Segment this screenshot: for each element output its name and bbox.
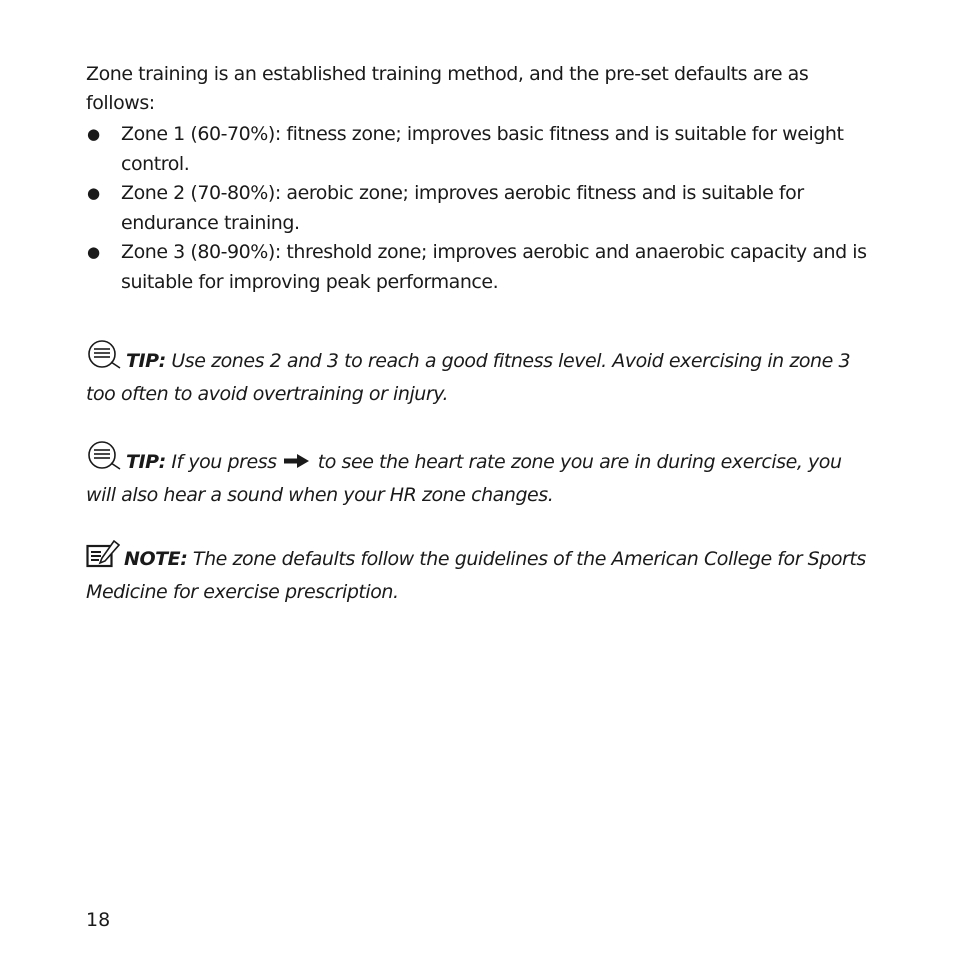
- bullet-icon: ●: [87, 125, 100, 143]
- tip-callout-sound: [86, 441, 876, 510]
- tip-label: TIP:: [126, 350, 166, 372]
- note-text: The zone defaults follow the guidelines of the American College for Sports Medicine for exercise prescription.: [86, 548, 866, 603]
- arrow-right-icon: [284, 449, 310, 479]
- note-label: NOTE:: [124, 548, 188, 570]
- list-item: [86, 179, 876, 238]
- bullet-icon: ●: [87, 184, 100, 202]
- tip-text-after: to see the heart rate zone you are in during exercise, you will also hear a sound when your HR zone changes.: [86, 451, 842, 506]
- tip-callout-zones: [86, 340, 876, 409]
- tip-text-before: If you press: [165, 451, 283, 473]
- tip-icon: [86, 441, 122, 481]
- zone-1-text: Zone 1 (60-70%): fitness zone; improves basic fitness and is suitable for weight control.: [121, 123, 844, 175]
- tip-label: TIP:: [126, 451, 166, 473]
- bullet-icon: ●: [87, 243, 100, 261]
- zone-3-text: Zone 3 (80-90%): threshold zone; improves aerobic and anaerobic capacity and is suitable for improving peak performance.: [121, 241, 867, 293]
- zone-list: [86, 120, 876, 297]
- tip-text: Use zones 2 and 3 to reach a good fitness level. Avoid exercising in zone 3 too often to avoid overtraining or injury.: [86, 350, 851, 405]
- list-item: [86, 238, 876, 297]
- intro-paragraph: Zone training is an established training method, and the pre-set defaults are as follows:: [86, 63, 809, 114]
- note-callout: [86, 540, 876, 607]
- zone-2-text: Zone 2 (70-80%): aerobic zone; improves aerobic fitness and is suitable for endurance training.: [121, 182, 804, 234]
- page-number: 18: [86, 909, 111, 931]
- list-item: [86, 120, 876, 179]
- tip-icon: [86, 340, 122, 380]
- manual-page: [86, 0, 876, 954]
- note-icon: [86, 540, 120, 578]
